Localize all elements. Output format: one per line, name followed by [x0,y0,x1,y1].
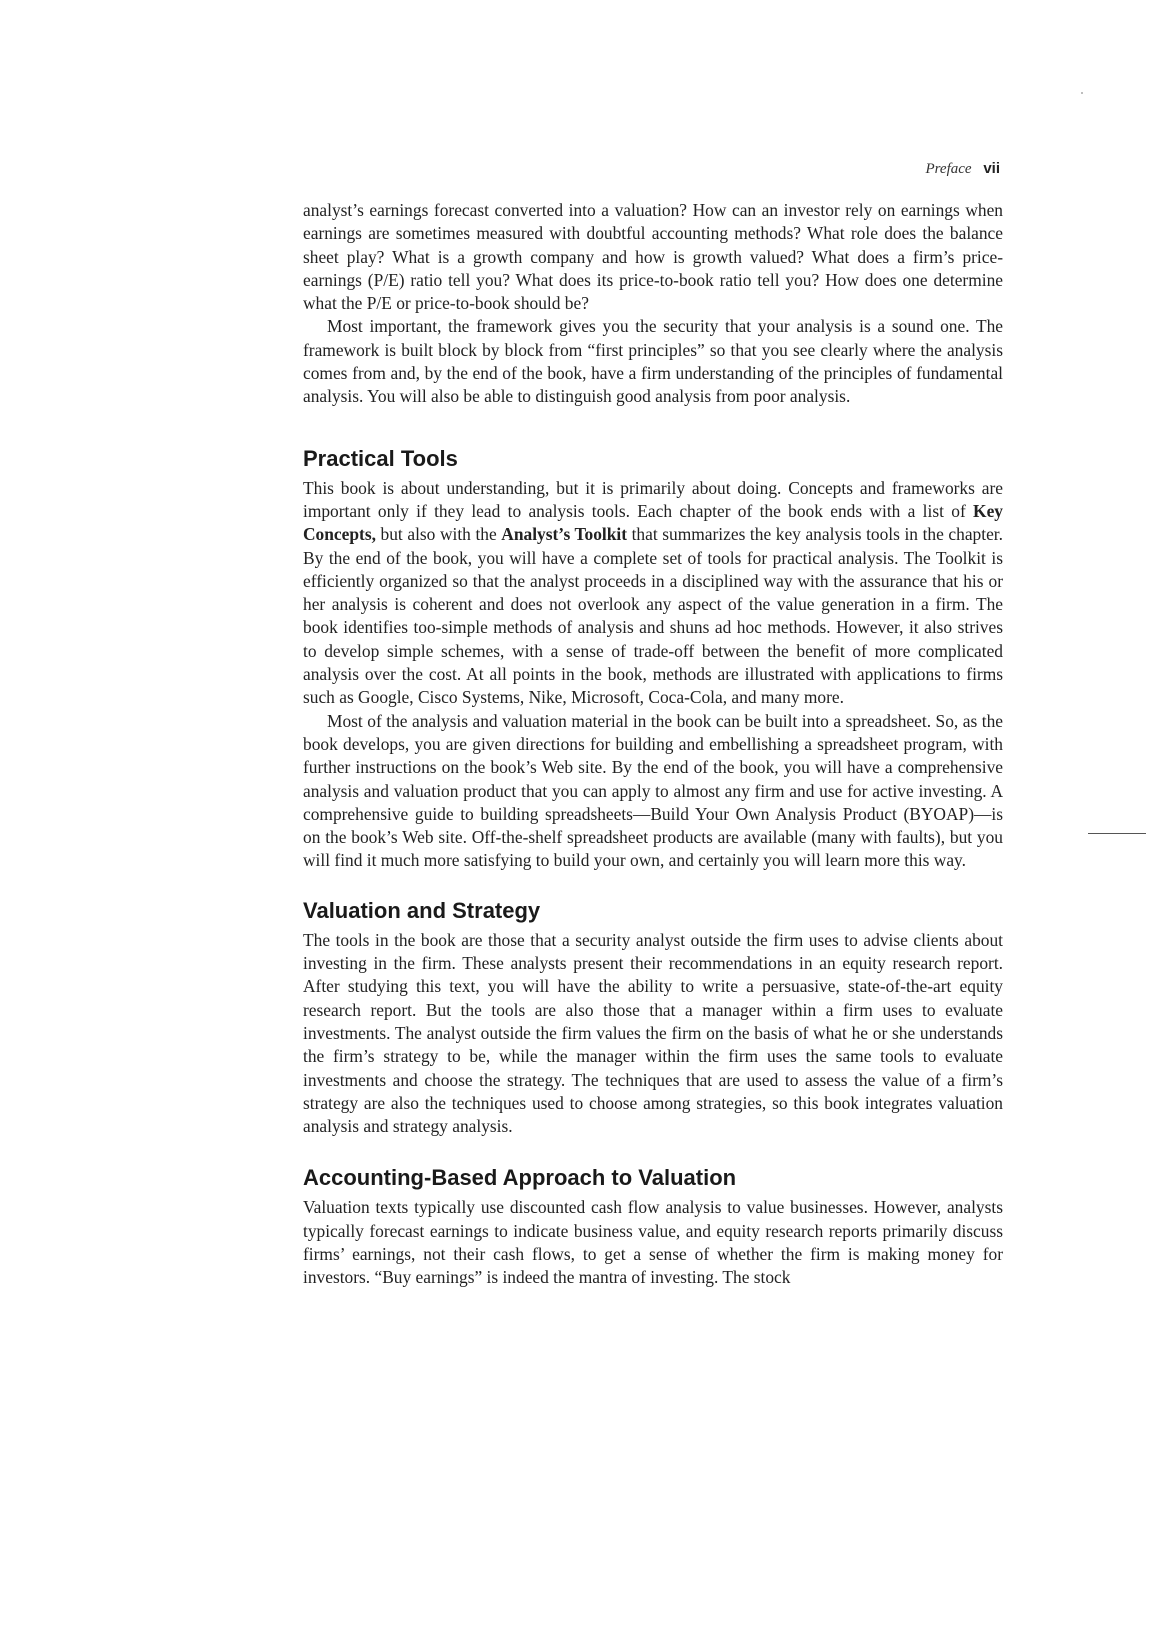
practical-tools-text-c: but also with the [375,524,502,545]
practical-tools-text-a: This book is about understanding, but it is primarily about doing. Concepts and frameworks are important only if they lead to analysis tools. Each chapter of the book ends with a list of [303,477,1003,521]
analysts-toolkit-term: Analyst’s Toolkit [501,524,628,545]
heading-accounting-approach: Accounting-Based Approach to Valuation [303,1165,737,1191]
accounting-approach-paragraph-1: Valuation texts typically use discounted cash flow analysis to value businesses. However, analysts typically forecast earnings to indicate business value, and equity research reports primarily discuss firms’ earnings, not their cash flows, to get a sense of whether the firm is making money for investors. “Buy earnings” is indeed the mantra of investing. The stock [303,1197,1003,1288]
scan-speck [1081,92,1083,94]
practical-tools-text-d: that summarizes the key analysis tools in the chapter. By the end of the book, you will have a complete set of tools for practical analysis. The Toolkit is efficiently organized so that the analyst proceeds in a disciplined way with the assurance that his or her analysis is coherent and does not overlook any aspect of the value generation in a firm. The book identifies too-simple methods of analysis and shuns ad hoc methods. However, it also strives to develop simple schemes, with a sense of trade-off between the benefit of more complicated analysis over the cost. At all points in the book, methods are illustrated with applications to firms such as Google, Cisco Systems, Nike, Microsoft, Coca-Cola, and many more. [303,524,1003,708]
page-body [303,199,1003,1290]
page-number: vii [983,160,1000,177]
practical-tools-paragraph-2: Most of the analysis and valuation material in the book can be built into a spreadsheet. So, as the book develops, you are given directions for building and embellishing a spreadsheet program, with further instructions on the book’s Web site. By the end of the book, you will have a comprehensive analysis and valuation product that you can apply to almost any firm and use for active investing. A comprehensive guide to building spreadsheets—Build Your Own Analysis Product (BYOAP)—is on the book’s Web site. Off-the-shelf spreadsheet products are available (many with faults), but you will find it much more satisfying to build your own, and certainly you will learn more this way. [303,710,1003,871]
margin-rule [1088,833,1146,834]
running-header-label: Preface [925,161,972,177]
intro-paragraph-2: Most important, the framework gives you the security that your analysis is a sound one. The framework is built block by block from “first principles” so that you see clearly where the analysis comes from and, by the end of the book, have a firm understanding of the principles of fundamental analysis. You will also be able to distinguish good analysis from poor analysis. [303,316,1003,407]
key-concepts-term: Key Concepts, [303,500,1003,545]
heading-valuation-strategy: Valuation and Strategy [303,897,541,923]
intro-paragraph-1: analyst’s earnings forecast converted into a valuation? How can an investor rely on earnings when earnings are sometimes measured with doubtful accounting methods? What role does the balance sheet play? What is a growth company and how is growth valued? What does a firm’s price-earnings (P/E) ratio tell you? What does its price-to-book ratio tell you? How does one determine what the P/E or price-to-book should be? [303,200,1003,314]
practical-tools-paragraph-1 [303,477,1003,710]
valuation-strategy-paragraph-1: The tools in the book are those that a security analyst outside the firm uses to advise clients about investing in the firm. These analysts present their recommendations in an equity research report. After studying this text, you will have the ability to write a persuasive, state-of-the-art equity research report. But the tools are also those that a manager within a firm uses to evaluate investments. The analyst outside the firm values the firm on the basis of what he or she understands the firm’s strategy to be, while the manager within the firm uses the same tools to evaluate investments and choose the strategy. The techniques that are used to assess the value of a firm’s strategy are also the techniques used to choose among strategies, so this book integrates valuation analysis and strategy analysis. [303,929,1003,1137]
heading-practical-tools: Practical Tools [303,445,458,471]
running-header [880,160,1000,178]
